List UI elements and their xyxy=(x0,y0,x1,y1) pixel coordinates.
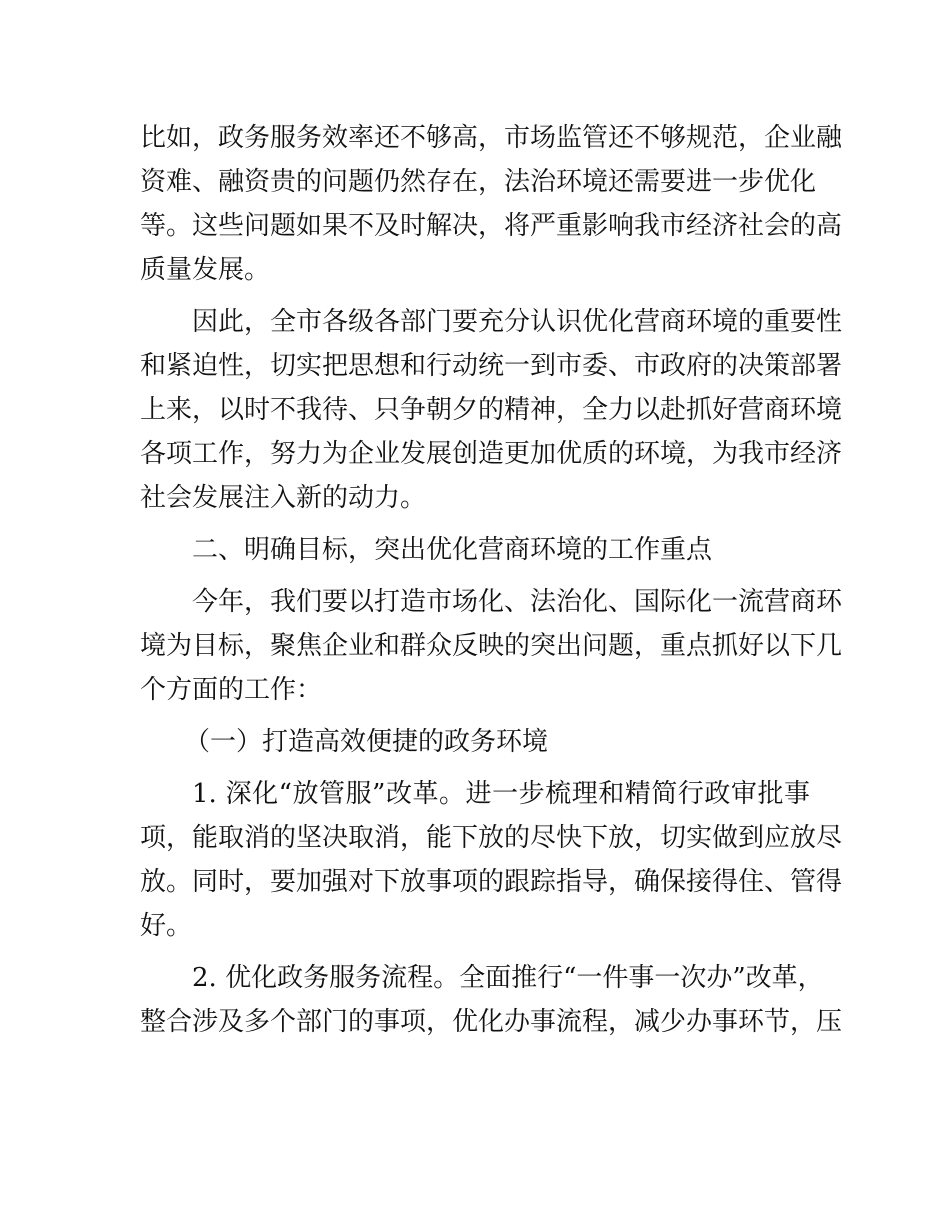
text-line: 今年，我们要以打造市场化、法治化、国际化一流营商环 xyxy=(192,587,843,617)
text-line: 等。这些问题如果不及时解决，将严重影响我市经济社会的高 xyxy=(140,211,843,241)
text-line: 好。 xyxy=(140,911,193,941)
section-heading: 二、明确目标，突出优化营商环境的工作重点 xyxy=(192,535,713,565)
text-line: 个方面的工作： xyxy=(140,675,323,705)
text-line: 社会发展注入新的动力。 xyxy=(140,483,427,513)
text-line: 项，能取消的坚决取消，能下放的尽快下放，切实做到应放尽 xyxy=(140,823,843,853)
text-line: 和紧迫性，切实把思想和行动统一到市委、市政府的决策部署 xyxy=(140,351,843,381)
text-line: 上来，以时不我待、只争朝夕的精神，全力以赴抓好营商环境 xyxy=(140,395,843,425)
subsection-heading: （一）打造高效便捷的政务环境 xyxy=(184,727,549,757)
text-line: 放。同时，要加强对下放事项的跟踪指导，确保接得住、管得 xyxy=(140,867,843,897)
text-line: 1. 深化“放管服”改革。进一步梳理和精简行政审批事 xyxy=(192,779,810,809)
text-line: 各项工作，努力为企业发展创造更加优质的环境，为我市经济 xyxy=(140,439,843,469)
text-line: 资难、融资贵的问题仍然存在，法治环境还需要进一步优化 xyxy=(140,167,817,197)
text-line: 因此，全市各级各部门要充分认识优化营商环境的重要性 xyxy=(192,307,843,337)
text-line: 比如，政务服务效率还不够高，市场监管还不够规范，企业融 xyxy=(140,123,843,153)
text-line: 境为目标，聚焦企业和群众反映的突出问题，重点抓好以下几 xyxy=(140,631,843,661)
text-line: 质量发展。 xyxy=(140,255,271,285)
text-line: 整合涉及多个部门的事项，优化办事流程，减少办事环节，压 xyxy=(140,1007,843,1037)
text-line: 2. 优化政务服务流程。全面推行“一件事一次办”改革， xyxy=(192,963,824,993)
